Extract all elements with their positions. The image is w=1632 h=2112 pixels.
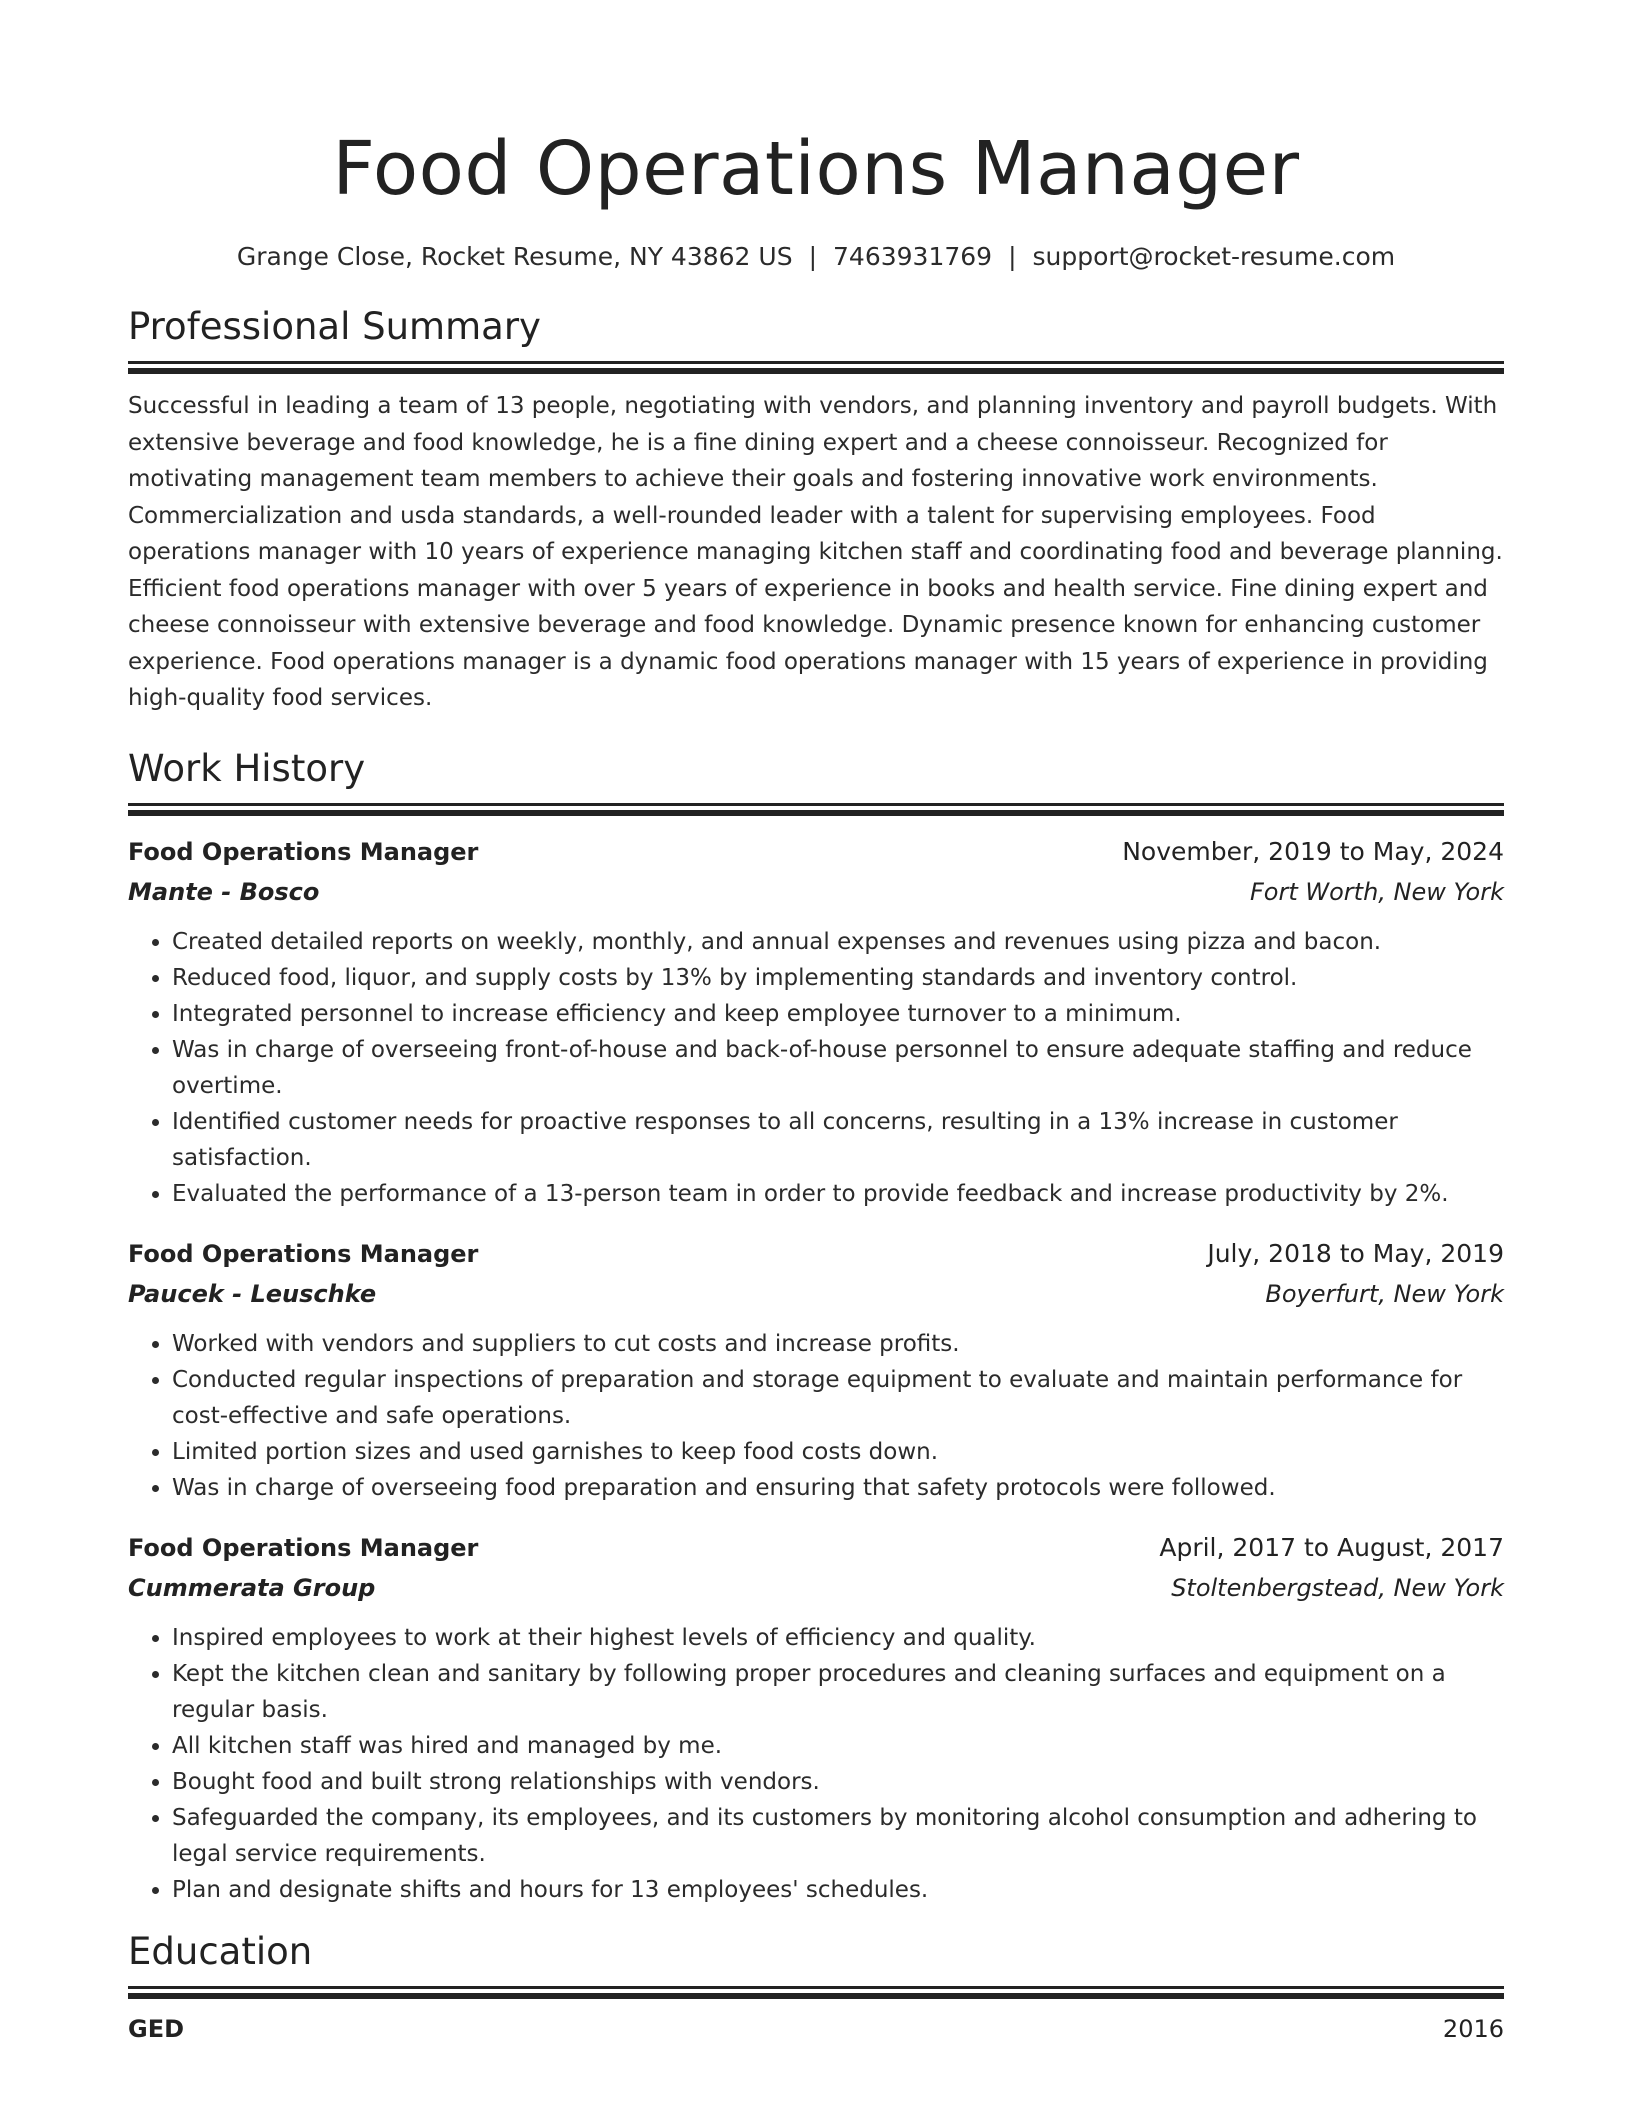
job-bullets bbox=[128, 1326, 1504, 1506]
job-location: Boyerfurt, New York bbox=[1265, 1279, 1504, 1308]
job-dates: April, 2017 to August, 2017 bbox=[1159, 1532, 1504, 1562]
job-bullet: • Integrated personnel to increase efficiency and keep employee turnover to a minimum. bbox=[172, 996, 1504, 1032]
job-entry bbox=[128, 832, 1504, 1212]
section-divider-thick bbox=[128, 810, 1504, 816]
job-bullet: • Safeguarded the company, its employees, and its customers by monitoring alcohol consumption and adhering to legal service requirements. bbox=[172, 1800, 1504, 1872]
section-title-education: Education bbox=[128, 1929, 313, 1973]
education-entry bbox=[128, 2011, 1504, 2047]
work-history-section bbox=[128, 745, 1504, 1908]
job-bullet: • Reduced food, liquor, and supply costs by 13% by implementing standards and inventory control. bbox=[172, 960, 1504, 996]
job-bullet: • Limited portion sizes and used garnishes to keep food costs down. bbox=[172, 1434, 1504, 1470]
job-company-row bbox=[128, 1568, 1504, 1608]
job-bullet: • Was in charge of overseeing food preparation and ensuring that safety protocols were followed. bbox=[172, 1470, 1504, 1506]
summary-section bbox=[128, 303, 1504, 717]
job-location: Stoltenbergstead, New York bbox=[1171, 1573, 1504, 1602]
job-bullets bbox=[128, 924, 1504, 1212]
job-bullet: • Bought food and built strong relationships with vendors. bbox=[172, 1764, 1504, 1800]
job-bullet: • Inspired employees to work at their highest levels of efficiency and quality. bbox=[172, 1620, 1504, 1656]
resume-page bbox=[128, 0, 1504, 2047]
contact-address: Grange Close, Rocket Resume, NY 43862 US bbox=[236, 242, 793, 271]
section-title-work: Work History bbox=[128, 746, 366, 790]
resume-name: Food Operations Manager bbox=[332, 126, 1300, 212]
section-divider-thick bbox=[128, 1993, 1504, 1999]
job-bullet: • All kitchen staff was hired and managed by me. bbox=[172, 1728, 1504, 1764]
education-section bbox=[128, 1928, 1504, 2047]
contact-line bbox=[128, 239, 1504, 275]
contact-phone: 7463931769 bbox=[833, 242, 993, 271]
job-bullets bbox=[128, 1620, 1504, 1908]
summary-text: Successful in leading a team of 13 people, negotiating with vendors, and planning inventory and payroll budgets. With extensive beverage and food knowledge, he is a fine dining expert and a cheese connoisseur. Recognized for motivating management team members to achieve their goals and fostering innovative work environments. Commercialization and usda standards, a well-rounded leader with a talent for supervising employees. Food operations manager with 10 years of experience managing kitchen staff and coordinating food and beverage planning. Efficient food operations manager with over 5 years of experience in books and health service. Fine dining expert and cheese connoisseur with extensive beverage and food knowledge. Dynamic presence known for enhancing customer experience. Food operations manager is a dynamic food operations manager with 15 years of experience in providing high-quality food services. bbox=[128, 393, 1503, 711]
job-dates: July, 2018 to May, 2019 bbox=[1207, 1238, 1504, 1268]
job-bullet: • Evaluated the performance of a 13-person team in order to provide feedback and increase productivity by 2%. bbox=[172, 1176, 1504, 1212]
section-title-summary: Professional Summary bbox=[128, 305, 541, 348]
job-header-row bbox=[128, 832, 1504, 872]
job-bullet: • Conducted regular inspections of preparation and storage equipment to evaluate and maintain performance for cost-effective and safe operations. bbox=[172, 1362, 1504, 1434]
job-bullet: • Plan and designate shifts and hours for 13 employees' schedules. bbox=[172, 1872, 1504, 1908]
job-company-row bbox=[128, 1274, 1504, 1314]
section-divider bbox=[128, 361, 1504, 364]
education-degree: GED bbox=[128, 2014, 185, 2043]
job-dates: November, 2019 to May, 2024 bbox=[1122, 836, 1504, 866]
job-bullet: • Identified customer needs for proactive responses to all concerns, resulting in a 13% increase in customer satisfaction. bbox=[172, 1104, 1504, 1176]
job-entry bbox=[128, 1234, 1504, 1506]
job-header-row bbox=[128, 1234, 1504, 1274]
section-divider-thick bbox=[128, 368, 1504, 374]
job-entry bbox=[128, 1528, 1504, 1908]
section-divider bbox=[128, 803, 1504, 806]
section-divider bbox=[128, 1986, 1504, 1989]
job-title: Food Operations Manager bbox=[128, 1533, 479, 1562]
job-bullet: • Was in charge of overseeing front-of-house and back-of-house personnel to ensure adequate staffing and reduce overtime. bbox=[172, 1032, 1504, 1104]
education-year: 2016 bbox=[1442, 2014, 1504, 2043]
job-company: Mante - Bosco bbox=[128, 877, 320, 906]
job-company: Paucek - Leuschke bbox=[128, 1279, 377, 1308]
job-bullet: • Worked with vendors and suppliers to cut costs and increase profits. bbox=[172, 1326, 1504, 1362]
job-header-row bbox=[128, 1528, 1504, 1568]
job-title: Food Operations Manager bbox=[128, 837, 479, 866]
job-company-row bbox=[128, 872, 1504, 912]
job-title: Food Operations Manager bbox=[128, 1239, 479, 1268]
contact-separator: | bbox=[1008, 242, 1017, 271]
job-bullet: • Created detailed reports on weekly, monthly, and annual expenses and revenues using pizza and bacon. bbox=[172, 924, 1504, 960]
contact-separator: | bbox=[808, 242, 818, 271]
contact-email: support@rocket-resume.com bbox=[1032, 242, 1396, 271]
job-bullet: • Kept the kitchen clean and sanitary by following proper procedures and cleaning surfaces and equipment on a regular basis. bbox=[172, 1656, 1504, 1728]
job-company: Cummerata Group bbox=[128, 1573, 376, 1602]
job-location: Fort Worth, New York bbox=[1249, 877, 1504, 906]
